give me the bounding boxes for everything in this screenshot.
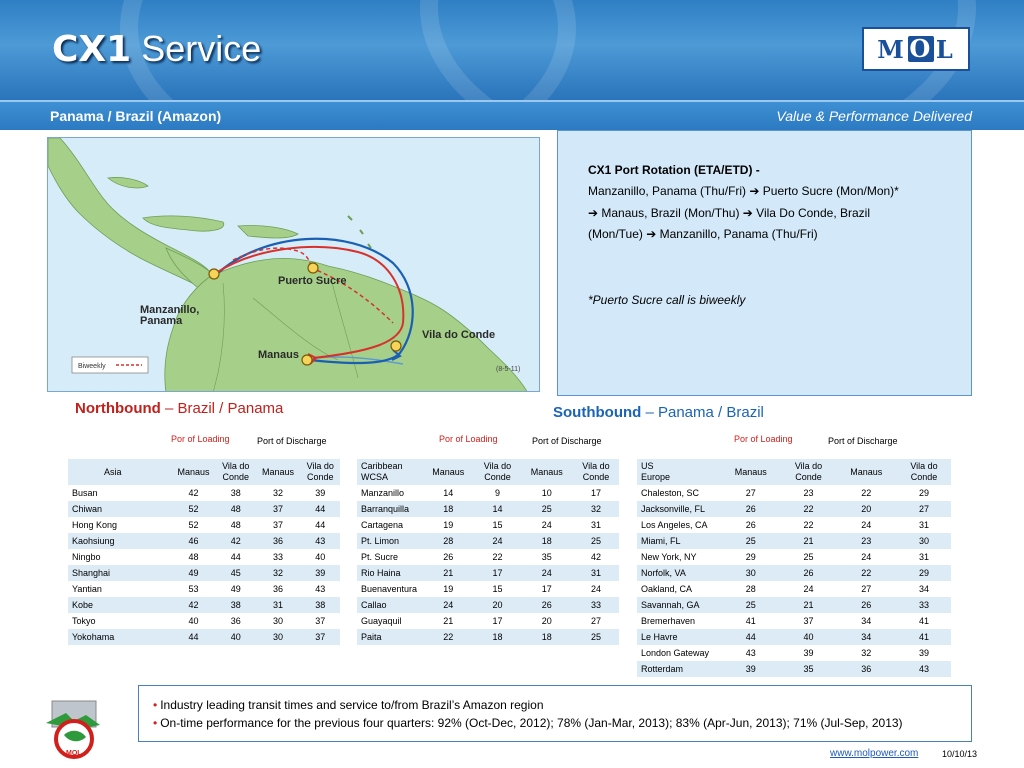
transit-days-cell: 34 <box>835 613 897 629</box>
table-row <box>357 581 619 597</box>
transit-days-cell: 44 <box>171 629 216 645</box>
transit-days-cell: 37 <box>255 501 300 517</box>
table-row <box>357 565 619 581</box>
col-manaus: Manaus <box>255 459 300 485</box>
table-row <box>357 629 619 645</box>
transit-days-cell: 39 <box>782 645 836 661</box>
col-vila-line2: Conde <box>306 472 334 482</box>
transit-days-cell: 18 <box>474 629 520 645</box>
transit-days-cell: 35 <box>520 549 572 565</box>
transit-days-cell: 25 <box>573 629 619 645</box>
highlight-text: Industry leading transit times and service to/from Brazil’s Amazon region <box>160 698 544 712</box>
transit-days-cell: 31 <box>573 565 619 581</box>
transit-days-cell: 39 <box>300 485 340 501</box>
port-name-cell: Yokohama <box>68 629 171 645</box>
transit-days-cell: 26 <box>422 549 474 565</box>
title-rest: Service <box>131 28 262 69</box>
port-name-cell: Tokyo <box>68 613 171 629</box>
us-europe-transit-table <box>637 459 951 677</box>
transit-days-cell: 44 <box>300 517 340 533</box>
port-name-cell: Rio Haina <box>357 565 422 581</box>
table-row <box>68 485 340 501</box>
transit-days-cell: 37 <box>782 613 836 629</box>
label-panama: Panama <box>140 315 183 327</box>
table-row <box>357 517 619 533</box>
transit-days-cell: 26 <box>835 597 897 613</box>
transit-days-cell: 27 <box>835 581 897 597</box>
transit-days-cell: 34 <box>835 629 897 645</box>
highlight-item <box>153 698 544 712</box>
transit-days-cell: 43 <box>300 581 340 597</box>
transit-days-cell: 36 <box>835 661 897 677</box>
transit-days-cell: 42 <box>573 549 619 565</box>
port-name-cell: Barranquilla <box>357 501 422 517</box>
logo-letter-l: L <box>935 34 955 64</box>
transit-days-cell: 24 <box>573 581 619 597</box>
transit-days-cell: 33 <box>573 597 619 613</box>
transit-days-cell: 27 <box>897 501 951 517</box>
transit-days-cell: 25 <box>720 533 782 549</box>
transit-days-cell: 52 <box>171 501 216 517</box>
region-header <box>357 459 422 485</box>
region-line2: Europe <box>641 472 671 482</box>
transit-days-cell: 19 <box>422 581 474 597</box>
transit-days-cell: 31 <box>897 549 951 565</box>
table-row <box>637 517 951 533</box>
label-manzanillo: Manzanillo, <box>140 304 200 316</box>
transit-days-cell: 52 <box>171 517 216 533</box>
transit-days-cell: 42 <box>171 597 216 613</box>
port-name-cell: Bremerhaven <box>637 613 720 629</box>
port-name-cell: London Gateway <box>637 645 720 661</box>
transit-days-cell: 42 <box>216 533 255 549</box>
caribbean-table-body <box>357 485 619 645</box>
table-row <box>637 533 951 549</box>
transit-days-cell: 14 <box>474 501 520 517</box>
port-rotation-panel <box>557 130 972 396</box>
page-title <box>52 28 261 70</box>
transit-days-cell: 22 <box>835 485 897 501</box>
map-date: (8-5-11) <box>496 366 521 373</box>
port-name-cell: Kobe <box>68 597 171 613</box>
transit-days-cell: 38 <box>300 597 340 613</box>
port-name-cell: Manzanillo <box>357 485 422 501</box>
transit-days-cell: 24 <box>474 533 520 549</box>
transit-days-cell: 43 <box>897 661 951 677</box>
route-subtitle: Panama / Brazil (Amazon) <box>50 108 222 124</box>
transit-days-cell: 25 <box>573 533 619 549</box>
southbound-bold: Southbound <box>553 404 642 421</box>
us-europe-table-body <box>637 485 951 677</box>
col-vila-line1: Vila do <box>910 461 938 471</box>
transit-days-cell: 53 <box>171 581 216 597</box>
transit-days-cell: 27 <box>720 485 782 501</box>
port-name-cell: Guayaquil <box>357 613 422 629</box>
table-row <box>357 613 619 629</box>
col-vila-do-conde <box>300 459 340 485</box>
table-row <box>68 533 340 549</box>
asia-transit-table <box>68 459 340 645</box>
table-header-row <box>357 459 619 485</box>
table-row <box>357 533 619 549</box>
transit-days-cell: 36 <box>216 613 255 629</box>
col-vila-do-conde <box>474 459 520 485</box>
highlight-text: On-time performance for the previous four quarters: 92% (Oct-Dec, 2012); 78% (Jan-Mar, 2013); 83% (Apr-Jun, 2013); 71% (Jul-Sep, 2013) <box>160 716 903 730</box>
table-row <box>357 501 619 517</box>
table-header-row <box>637 459 951 485</box>
region-header: Asia <box>68 459 171 485</box>
website-link[interactable]: www.molpower.com <box>830 748 919 759</box>
transit-days-cell: 33 <box>255 549 300 565</box>
transit-days-cell: 21 <box>422 565 474 581</box>
transit-days-cell: 22 <box>422 629 474 645</box>
transit-days-cell: 29 <box>897 485 951 501</box>
table-row <box>637 629 951 645</box>
useu-discharge-label: Port of Discharge <box>828 436 898 446</box>
table-row <box>357 597 619 613</box>
transit-days-cell: 37 <box>255 517 300 533</box>
transit-days-cell: 19 <box>422 517 474 533</box>
transit-days-cell: 31 <box>573 517 619 533</box>
col-vila-line1: Vila do <box>306 461 334 471</box>
transit-days-cell: 32 <box>255 565 300 581</box>
table-row <box>357 485 619 501</box>
port-name-cell: Miami, FL <box>637 533 720 549</box>
transit-days-cell: 25 <box>720 597 782 613</box>
transit-days-cell: 22 <box>835 565 897 581</box>
transit-days-cell: 25 <box>520 501 572 517</box>
transit-days-cell: 36 <box>255 533 300 549</box>
header-banner <box>0 0 1024 100</box>
transit-days-cell: 39 <box>720 661 782 677</box>
table-row <box>637 661 951 677</box>
transit-days-cell: 34 <box>897 581 951 597</box>
col-vila-line2: Conde <box>795 472 822 482</box>
transit-days-cell: 40 <box>216 629 255 645</box>
tagline: Value & Performance Delivered <box>776 108 972 124</box>
transit-days-cell: 36 <box>255 581 300 597</box>
route-map-svg <box>48 138 540 392</box>
transit-days-cell: 30 <box>897 533 951 549</box>
table-row <box>637 549 951 565</box>
col-vila-do-conde <box>782 459 836 485</box>
carib-discharge-label: Port of Discharge <box>532 436 602 446</box>
rotation-line-1: Manzanillo, Panama (Thu/Fri) ➔ Puerto Sucre (Mon/Mon)* <box>588 184 899 198</box>
bullet-dot-icon: • <box>153 698 158 712</box>
transit-days-cell: 24 <box>782 581 836 597</box>
transit-days-cell: 29 <box>897 565 951 581</box>
transit-days-cell: 18 <box>520 629 572 645</box>
col-manaus: Manaus <box>835 459 897 485</box>
rotation-note: *Puerto Sucre call is biweekly <box>588 293 746 307</box>
highlight-item <box>153 716 903 730</box>
transit-days-cell: 39 <box>300 565 340 581</box>
transit-days-cell: 38 <box>216 597 255 613</box>
route-map <box>47 137 540 392</box>
transit-days-cell: 48 <box>171 549 216 565</box>
rotation-line-3: (Mon/Tue) ➔ Manzanillo, Panama (Thu/Fri) <box>588 227 818 241</box>
port-name-cell: New York, NY <box>637 549 720 565</box>
asia-loading-label: Por of Loading <box>171 434 230 444</box>
port-name-cell: Chaleston, SC <box>637 485 720 501</box>
port-name-cell: Kaohsiung <box>68 533 171 549</box>
transit-days-cell: 24 <box>835 517 897 533</box>
port-name-cell: Jacksonville, FL <box>637 501 720 517</box>
transit-days-cell: 40 <box>171 613 216 629</box>
transit-days-cell: 40 <box>300 549 340 565</box>
port-name-cell: Busan <box>68 485 171 501</box>
transit-days-cell: 26 <box>782 565 836 581</box>
col-vila-line2: Conde <box>582 472 610 482</box>
label-manaus: Manaus <box>258 349 299 361</box>
transit-days-cell: 22 <box>782 501 836 517</box>
transit-days-cell: 44 <box>720 629 782 645</box>
port-name-cell: Paita <box>357 629 422 645</box>
transit-days-cell: 41 <box>897 613 951 629</box>
transit-days-cell: 49 <box>171 565 216 581</box>
col-vila-line1: Vila do <box>483 461 512 471</box>
col-manaus: Manaus <box>520 459 572 485</box>
transit-days-cell: 32 <box>835 645 897 661</box>
port-name-cell: Shanghai <box>68 565 171 581</box>
transit-days-cell: 24 <box>422 597 474 613</box>
transit-days-cell: 9 <box>474 485 520 501</box>
transit-days-cell: 20 <box>835 501 897 517</box>
port-name-cell: Pt. Sucre <box>357 549 422 565</box>
southbound-rest: – Panama / Brazil <box>641 404 764 421</box>
footer-date: 10/10/13 <box>942 749 978 759</box>
transit-days-cell: 20 <box>520 613 572 629</box>
port-name-cell: Callao <box>357 597 422 613</box>
col-manaus: Manaus <box>171 459 216 485</box>
transit-days-cell: 21 <box>422 613 474 629</box>
carib-loading-label: Por of Loading <box>439 434 498 444</box>
rotation-line-2: ➔ Manaus, Brazil (Mon/Thu) ➔ Vila Do Conde, Brazil <box>588 206 870 220</box>
transit-days-cell: 33 <box>897 597 951 613</box>
table-row <box>637 613 951 629</box>
port-name-cell: Yantian <box>68 581 171 597</box>
transit-days-cell: 40 <box>782 629 836 645</box>
col-vila-line2: Conde <box>910 472 938 482</box>
transit-days-cell: 41 <box>720 613 782 629</box>
southbound-heading <box>553 404 764 421</box>
port-name-cell: Cartagena <box>357 517 422 533</box>
table-row <box>68 613 340 629</box>
port-name-cell: Oakland, CA <box>637 581 720 597</box>
col-vila-line1: Vila do <box>222 461 250 471</box>
table-row <box>637 565 951 581</box>
title-bold: CX1 <box>52 29 132 70</box>
transit-days-cell: 23 <box>835 533 897 549</box>
table-row <box>637 501 951 517</box>
transit-days-cell: 28 <box>720 581 782 597</box>
bullet-dot-icon: • <box>153 716 158 730</box>
transit-days-cell: 48 <box>216 517 255 533</box>
port-name-cell: Norfolk, VA <box>637 565 720 581</box>
transit-days-cell: 24 <box>835 549 897 565</box>
transit-days-cell: 18 <box>520 533 572 549</box>
highlights-box <box>138 685 972 742</box>
col-vila-line2: Conde <box>222 472 249 482</box>
transit-days-cell: 20 <box>474 597 520 613</box>
transit-days-cell: 17 <box>520 581 572 597</box>
transit-days-cell: 14 <box>422 485 474 501</box>
transit-days-cell: 48 <box>216 501 255 517</box>
transit-days-cell: 41 <box>897 629 951 645</box>
mol-emblem-icon <box>44 695 106 761</box>
table-row <box>68 565 340 581</box>
transit-days-cell: 43 <box>300 533 340 549</box>
transit-days-cell: 26 <box>520 597 572 613</box>
col-vila-do-conde <box>897 459 951 485</box>
label-vila-do-conde: Vila do Conde <box>422 329 496 341</box>
table-row <box>68 549 340 565</box>
logo-letter-o: O <box>909 34 933 63</box>
transit-days-cell: 17 <box>474 565 520 581</box>
map-legend-label: Biweekly <box>78 363 106 370</box>
transit-days-cell: 17 <box>474 613 520 629</box>
transit-days-cell: 23 <box>782 485 836 501</box>
region-line2: WCSA <box>361 472 388 482</box>
port-name-cell: Chiwan <box>68 501 171 517</box>
region-line1: Caribbean <box>361 461 403 471</box>
caribbean-transit-table <box>357 459 619 645</box>
port-name-cell: Ningbo <box>68 549 171 565</box>
table-row <box>68 629 340 645</box>
col-vila-line1: Vila do <box>582 461 610 471</box>
transit-days-cell: 21 <box>782 597 836 613</box>
transit-days-cell: 24 <box>520 565 572 581</box>
table-row <box>637 645 951 661</box>
transit-days-cell: 37 <box>300 629 340 645</box>
transit-days-cell: 49 <box>216 581 255 597</box>
useu-loading-label: Por of Loading <box>734 434 793 444</box>
col-manaus: Manaus <box>720 459 782 485</box>
transit-days-cell: 43 <box>720 645 782 661</box>
transit-days-cell: 45 <box>216 565 255 581</box>
transit-days-cell: 29 <box>720 549 782 565</box>
region-line1: US <box>641 461 654 471</box>
transit-days-cell: 22 <box>474 549 520 565</box>
table-row <box>637 485 951 501</box>
transit-days-cell: 15 <box>474 581 520 597</box>
table-row <box>357 549 619 565</box>
sub-header-bar <box>0 100 1024 130</box>
transit-days-cell: 21 <box>782 533 836 549</box>
col-manaus: Manaus <box>422 459 474 485</box>
transit-days-cell: 44 <box>300 501 340 517</box>
port-name-cell: Pt. Limon <box>357 533 422 549</box>
col-vila-line2: Conde <box>484 472 511 482</box>
region-header <box>637 459 720 485</box>
emblem-text: MOL <box>66 750 82 757</box>
table-row <box>68 581 340 597</box>
transit-days-cell: 25 <box>782 549 836 565</box>
transit-days-cell: 30 <box>720 565 782 581</box>
transit-days-cell: 27 <box>573 613 619 629</box>
transit-days-cell: 15 <box>474 517 520 533</box>
transit-days-cell: 10 <box>520 485 572 501</box>
port-name-cell: Savannah, GA <box>637 597 720 613</box>
port-name-cell: Hong Kong <box>68 517 171 533</box>
northbound-heading <box>75 400 283 417</box>
transit-days-cell: 24 <box>520 517 572 533</box>
transit-days-cell: 28 <box>422 533 474 549</box>
rotation-title: CX1 Port Rotation (ETA/ETD) - <box>588 163 760 177</box>
northbound-bold: Northbound <box>75 400 161 417</box>
table-row <box>637 581 951 597</box>
port-name-cell: Buenaventura <box>357 581 422 597</box>
logo-letter-m: M <box>877 34 906 64</box>
transit-days-cell: 37 <box>300 613 340 629</box>
transit-days-cell: 39 <box>897 645 951 661</box>
col-vila-do-conde <box>573 459 619 485</box>
col-vila-line1: Vila do <box>794 461 823 471</box>
port-name-cell: Le Havre <box>637 629 720 645</box>
asia-discharge-label: Port of Discharge <box>257 436 327 446</box>
transit-days-cell: 26 <box>720 517 782 533</box>
transit-days-cell: 18 <box>422 501 474 517</box>
label-puerto-sucre: Puerto Sucre <box>278 275 347 287</box>
transit-days-cell: 31 <box>255 597 300 613</box>
transit-days-cell: 32 <box>255 485 300 501</box>
transit-days-cell: 46 <box>171 533 216 549</box>
transit-days-cell: 31 <box>897 517 951 533</box>
mol-logo <box>862 27 970 71</box>
transit-days-cell: 44 <box>216 549 255 565</box>
transit-days-cell: 42 <box>171 485 216 501</box>
col-vila-do-conde <box>216 459 255 485</box>
table-header-row <box>68 459 340 485</box>
port-name-cell: Rotterdam <box>637 661 720 677</box>
table-row <box>68 501 340 517</box>
transit-days-cell: 32 <box>573 501 619 517</box>
table-row <box>68 517 340 533</box>
asia-table-body <box>68 485 340 645</box>
transit-days-cell: 38 <box>216 485 255 501</box>
port-name-cell: Los Angeles, CA <box>637 517 720 533</box>
transit-days-cell: 26 <box>720 501 782 517</box>
transit-days-cell: 35 <box>782 661 836 677</box>
table-row <box>68 597 340 613</box>
transit-days-cell: 30 <box>255 629 300 645</box>
transit-days-cell: 22 <box>782 517 836 533</box>
transit-days-cell: 17 <box>573 485 619 501</box>
transit-days-cell: 30 <box>255 613 300 629</box>
table-row <box>637 597 951 613</box>
northbound-rest: – Brazil / Panama <box>160 400 284 417</box>
